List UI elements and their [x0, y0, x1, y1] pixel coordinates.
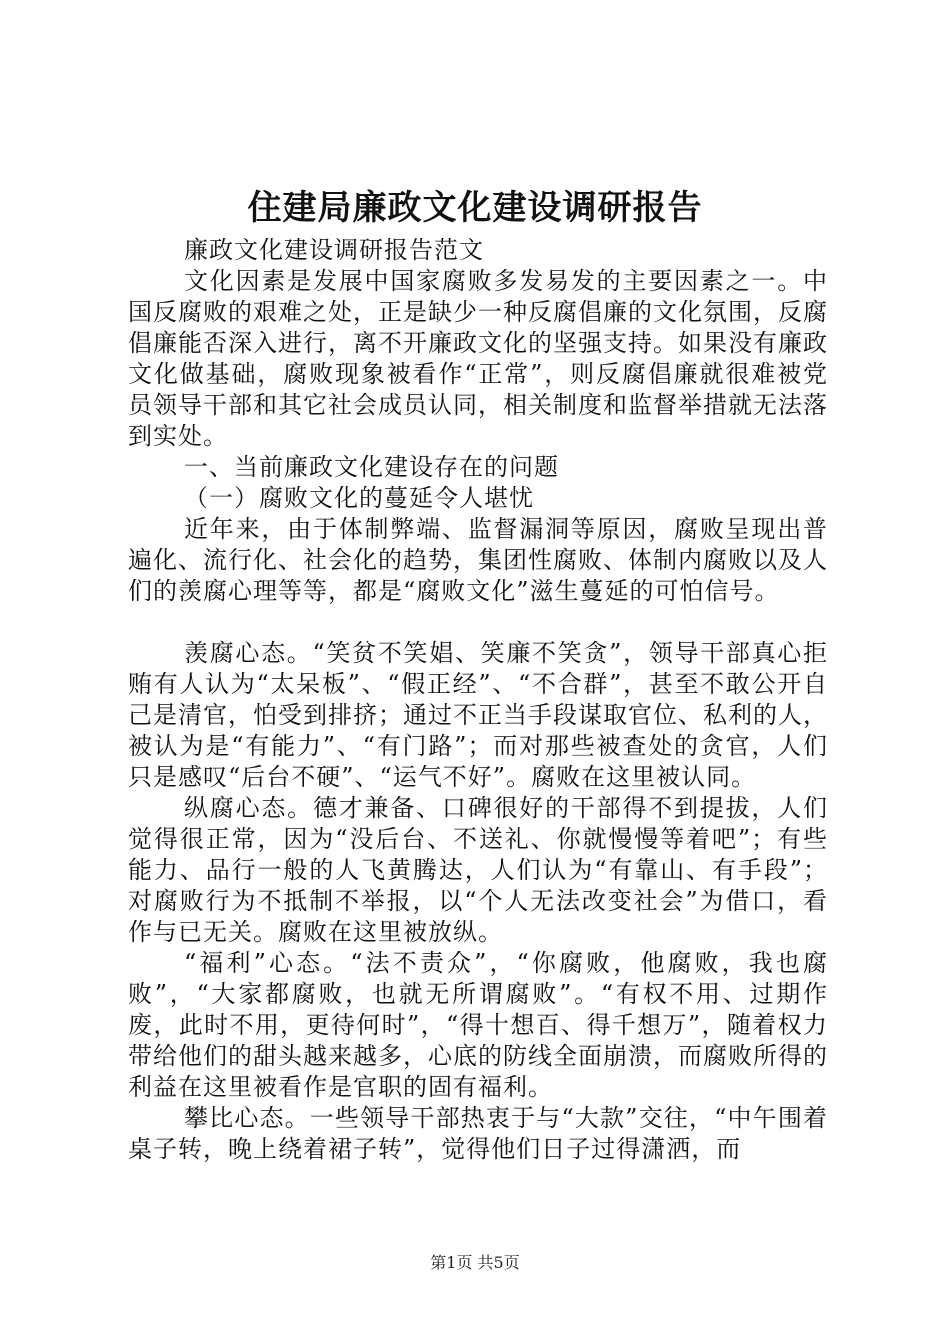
paragraph-comparison-mentality: 攀比心态。一些领导干部热衷于与“大款”交往，“中午围着桌子转，晚上绕着裙子转”，觉得他们日子过得潇洒，而 [128, 1104, 828, 1163]
paragraph-indulgence-mentality: 纵腐心态。德才兼备、口碑很好的干部得不到提拔，人们觉得很正常，因为“没后台、不送礼、你就慢慢等着吧”；有些能力、品行一般的人飞黄腾达，人们认为“有靠山、有手段”；对腐败行为不抵制不举报，以“个人无法改变社会”为借口，看作与已无关。腐败在这里被放纵。 [128, 794, 828, 946]
paragraph-intro: 文化因素是发展中国家腐败多发易发的主要因素之一。中国反腐败的艰难之处，正是缺少一种反腐倡廉的文化氛围，反腐倡廉能否深入进行，离不开廉政文化的坚强支持。如果没有廉政文化做基础，腐败现象被看作“正常”，则反腐倡廉就很难被党员领导干部和其它社会成员认同，相关制度和监督举措就无法落到实处。 [128, 267, 828, 450]
document-body [128, 235, 828, 1165]
section-heading: 一、当前廉政文化建设存在的问题 [184, 453, 559, 481]
subsection-heading: （一）腐败文化的蔓延令人堪忧 [184, 484, 534, 512]
paragraph-welfare-mentality: “福利”心态。“法不责众”，“你腐败，他腐败，我也腐败”，“大家都腐败，也就无所谓腐败”。“有权不用、过期作废，此时不用，更待何时”，“得十想百、得千想万”，随着权力带给他们的甜头越来越多，心底的防线全面崩溃，而腐败所得的利益在这里被看作是官职的固有福利。 [128, 949, 828, 1101]
document-title: 住建局廉政文化建设调研报告 [247, 188, 703, 228]
paragraph-trend: 近年来，由于体制弊端、监督漏洞等原因，腐败呈现出普遍化、流行化、社会化的趋势，集团性腐败、体制内腐败以及人们的羡腐心理等等，都是“腐败文化”滋生蔓延的可怕信号。 [128, 515, 828, 605]
page-footer: 第1页 共5页 [430, 1253, 520, 1272]
paragraph-subtitle: 廉政文化建设调研报告范文 [184, 236, 484, 264]
paragraph-gap [128, 607, 828, 638]
paragraph-envy-mentality: 羡腐心态。“笑贫不笑娼、笑廉不笑贪”，领导干部真心拒贿有人认为“太呆板”、“假正经”、“不合群”，甚至不敢公开自己是清官，怕受到排挤；通过不正当手段谋取官位、私利的人，被认为是“有能力”、“有门路”；而对那些被查处的贪官，人们只是感叹“后台不硬”、“运气不好”。腐败在这里被认同。 [128, 639, 828, 791]
